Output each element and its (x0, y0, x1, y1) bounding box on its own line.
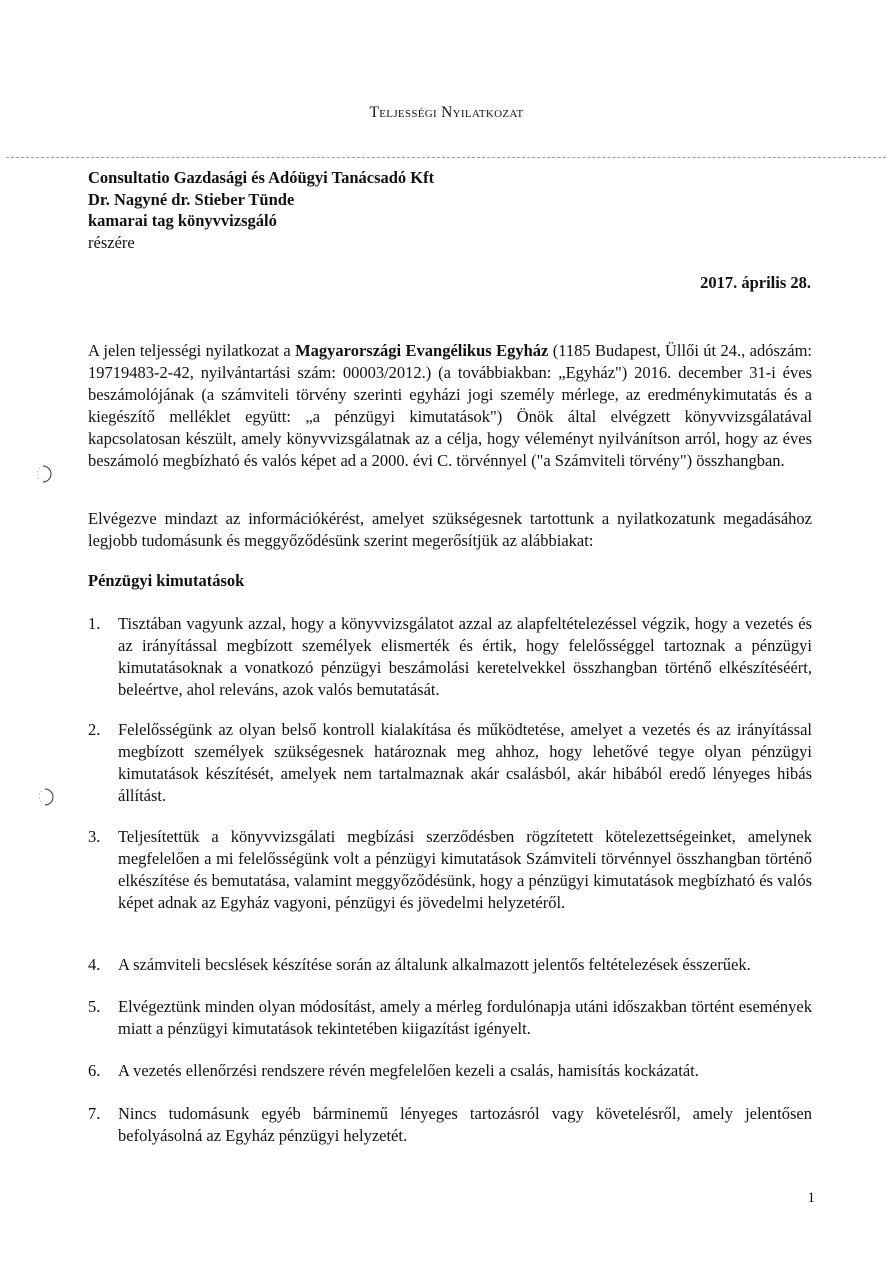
list-item-number: 6. (88, 1061, 101, 1080)
list-item-text: Nincs tudomásunk egyéb bárminemű lényeges tartozásról vagy követelésről, amely jelentősen befolyásolná az Egyház pénzügyi helyzetét. (118, 1104, 812, 1145)
list-item (88, 954, 812, 976)
addressee-role: kamarai tag könyvvizsgáló (88, 211, 277, 230)
list-item-text: Elvégeztünk minden olyan módosítást, amely a mérleg fordulónapja utáni időszakban történt események miatt a pénzügyi kimutatások tekintetében kiigazítást igényelt. (118, 997, 812, 1038)
addressee-company: Consultatio Gazdasági és Adóügyi Tanácsadó Kft (88, 168, 435, 187)
page-number: 1 (807, 1190, 815, 1206)
section-title: Pénzügyi kimutatások (88, 571, 245, 590)
list-item (88, 1103, 812, 1147)
list-item (88, 826, 812, 914)
document-date: 2017. április 28. (700, 273, 811, 292)
list-item-text: A vezetés ellenőrzési rendszere révén megfelelően kezeli a csalás, hamisítás kockázatát. (118, 1061, 699, 1080)
addressee-person: Dr. Nagyné dr. Stieber Tünde (88, 189, 295, 209)
intro-part1: A jelen teljességi nyilatkozat a (88, 341, 296, 360)
list-item-number: 3. (88, 827, 101, 846)
header-divider (6, 157, 886, 158)
list-item-number: 5. (88, 997, 101, 1016)
intro-organization: Magyarországi Evangélikus Egyház (295, 341, 549, 360)
addressee-suffix: részére (88, 232, 135, 252)
addressee-block (88, 167, 434, 253)
document-title: Teljességi Nyilatkozat (369, 104, 524, 121)
list-item-text: A számviteli becslések készítése során az általunk alkalmazott jelentős feltételezések ésszerűek. (118, 955, 751, 974)
list-item (88, 613, 812, 701)
list-item (88, 1060, 812, 1082)
intro-part2: (1185 Budapest, Üllői út 24., adószám: 19719483-2-42, nyilvántartási szám: 00003/2012.) (a továbbiakban: „Egyház") 2016. december 31-i éves beszámolójának (a számviteli törvény szerinti egyházi jogi személy mérlege, az eredménykimutatás és a kiegészítő melléklet együtt: „a pénzügyi kimutatások") Önök által elvégzett könyvvizsgálatával kapcsolatosan készült, amely könyvvizsgálatnak az a célja, hogy véleményt nyilvánítson arról, hogy az éves beszámoló megbízható és valós képet ad a 2000. évi C. törvénnyel ("a Számviteli törvény") összhangban. (88, 341, 812, 470)
punch-hole-icon (34, 463, 56, 485)
confirmation-paragraph: Elvégezve mindazt az információkérést, amelyet szükségesnek tartottunk a nyilatkozatunk megadásához legjobb tudomásunk és meggyőződésünk szerint megerősítjük az alábbiakat: (88, 509, 812, 550)
list-item (88, 996, 812, 1040)
list-item-text: Felelősségünk az olyan belső kontroll kialakítása és működtetése, amelyet a vezetés és az irányítással megbízott személyek szükségesnek határoznak meg ahhoz, hogy lehetővé tegye olyan pénzügyi kimutatások készítését, amelyek nem tartalmaznak akár csalásból, akár hibából eredő lényeges hibás állítást. (118, 720, 812, 805)
list-item-text: Tisztában vagyunk azzal, hogy a könyvvizsgálatot azzal az alapfeltételezéssel végzik, hogy a vezetés és az irányítással megbízott személyek elismerték és értik, hogy felelősséggel tartoznak a pénzügyi kimutatásoknak a vonatkozó pénzügyi beszámolási keretelvekkel összhangban történő elkészítéséért, beleértve, ahol releváns, azok valós bemutatását. (118, 614, 812, 699)
list-item (88, 719, 812, 807)
list-item-text: Teljesítettük a könyvvizsgálati megbízási szerződésben rögzítetett kötelezettségeinket, amelynek megfelelően a mi felelősségünk volt a pénzügyi kimutatások Számviteli törvénnyel összhangban történő elkészítése és bemutatása, valamint meggyőződésünk, hogy a pénzügyi kimutatások megbízható és valós képet adnak az Egyház vagyoni, pénzügyi és jövedelmi helyzetéről. (118, 827, 812, 912)
punch-hole-icon (36, 786, 58, 808)
list-item-number: 1. (88, 614, 101, 633)
list-item-number: 2. (88, 720, 101, 739)
intro-paragraph (88, 340, 812, 472)
list-item-number: 7. (88, 1104, 101, 1123)
list-item-number: 4. (88, 955, 101, 974)
